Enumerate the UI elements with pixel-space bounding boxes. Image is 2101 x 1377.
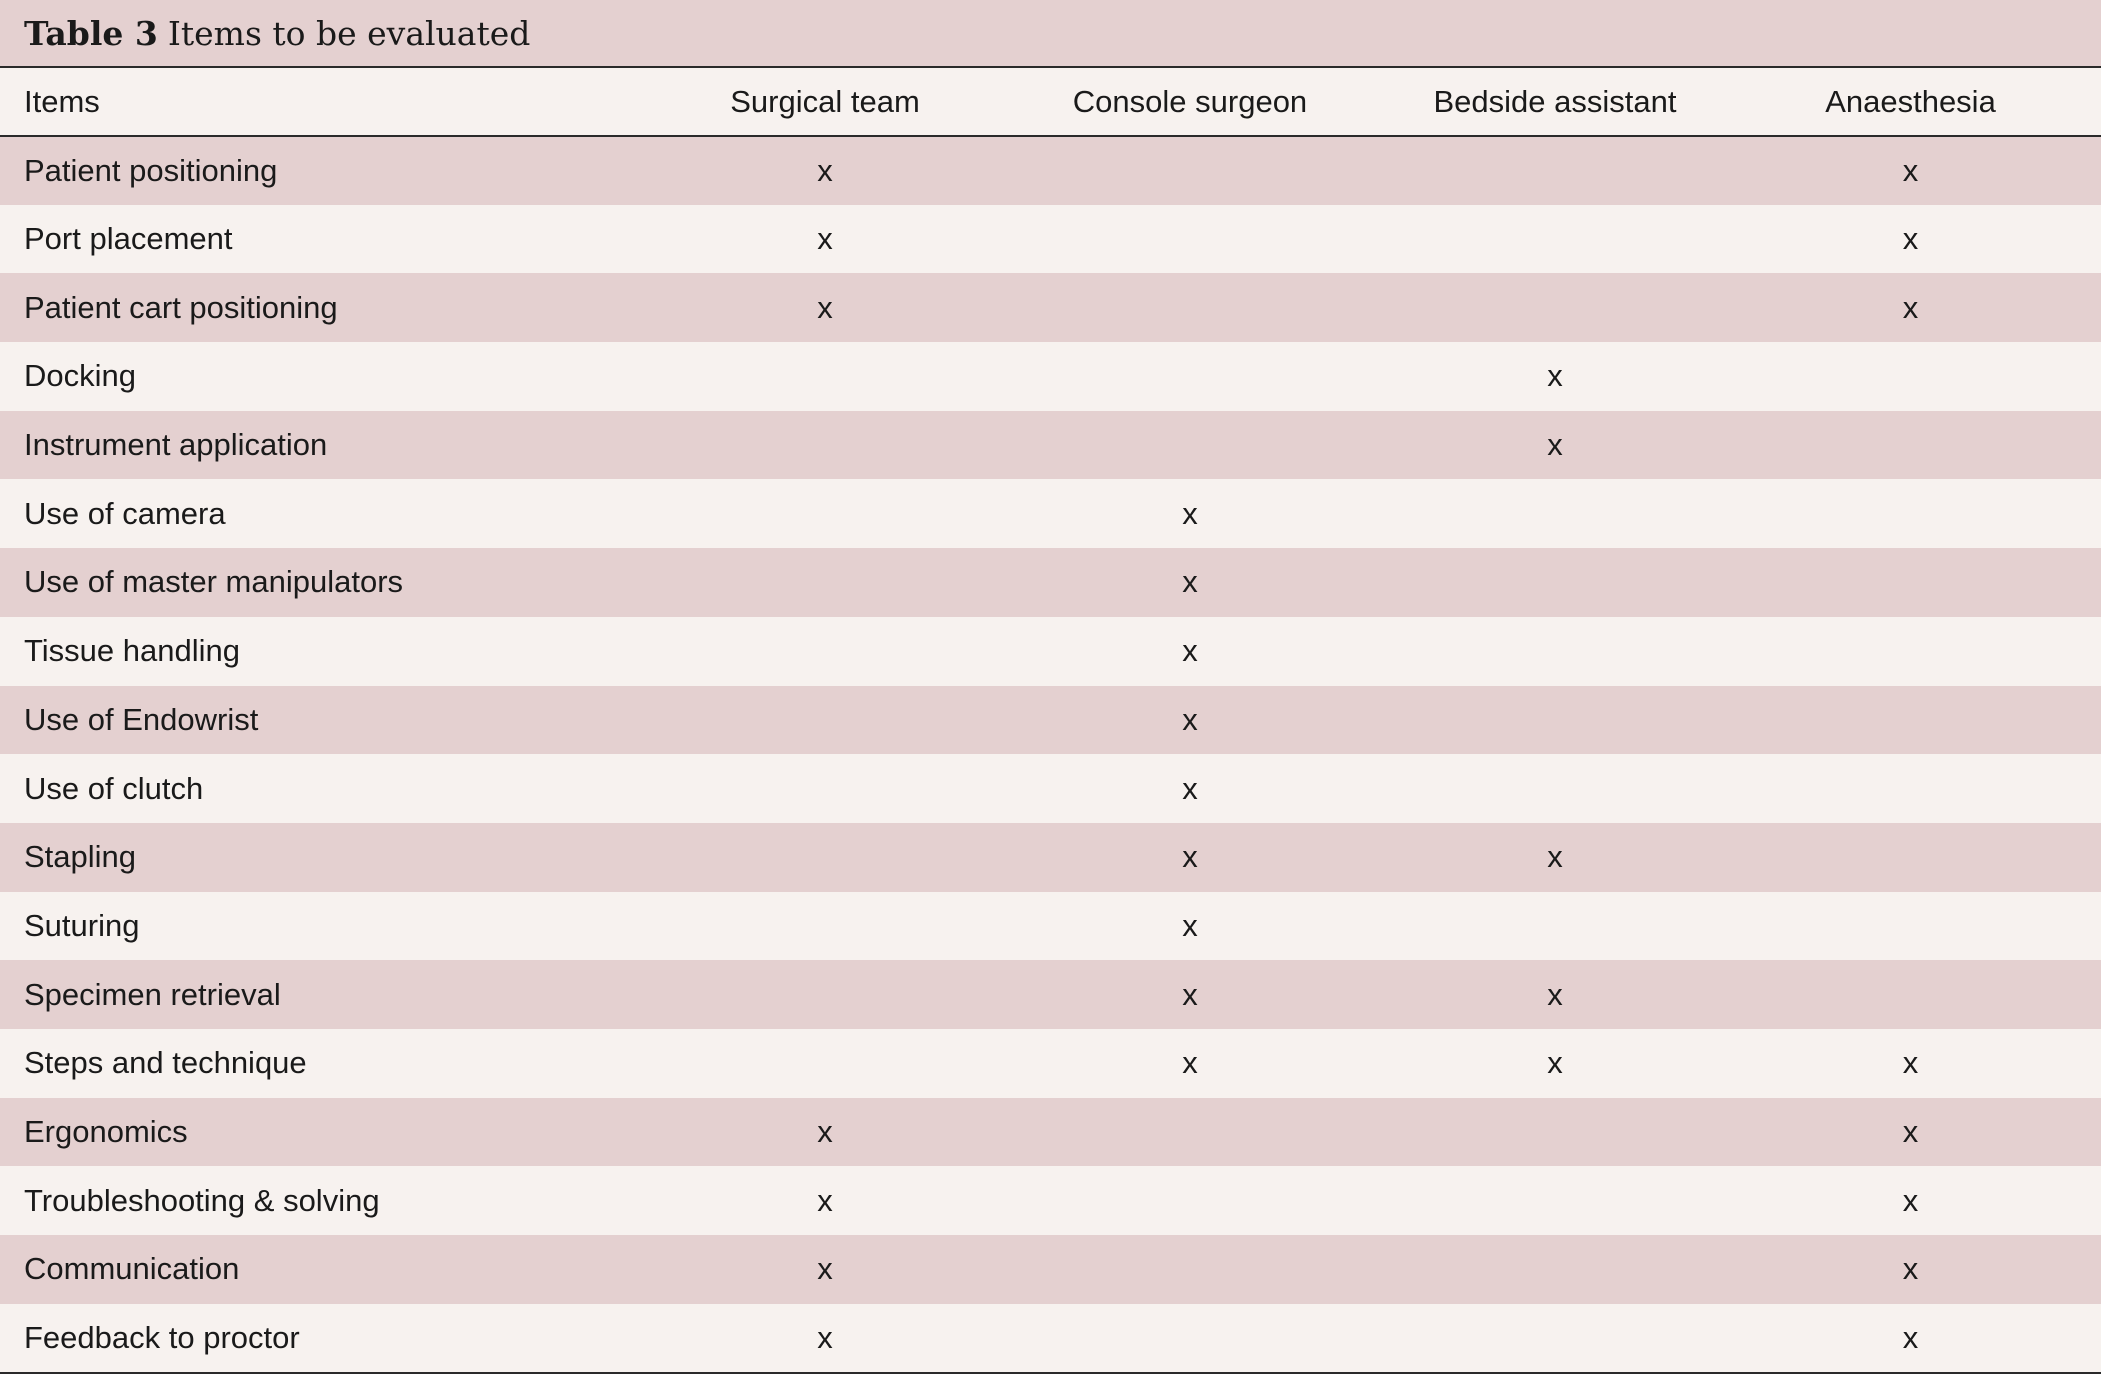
cell-surgical-team: x xyxy=(817,1251,833,1287)
table-caption-title: Items to be evaluated xyxy=(167,13,531,53)
row-item-label: Use of master manipulators xyxy=(24,564,404,600)
table-row xyxy=(0,1029,2101,1098)
cell-surgical-team: x xyxy=(817,289,833,325)
table-row xyxy=(0,136,2101,205)
table-header-row xyxy=(0,68,2101,136)
cell-bedside-assistant: x xyxy=(1547,839,1563,875)
cell-surgical-team xyxy=(660,823,990,892)
cell-anaesthesia: x xyxy=(1902,221,1919,257)
table-row xyxy=(0,273,2101,342)
cell-anaesthesia: x xyxy=(1902,1113,1919,1149)
cell-bedside-assistant xyxy=(1390,754,1720,823)
cell-console-surgeon: x xyxy=(1182,633,1198,669)
cell-bedside-assistant xyxy=(1390,1098,1720,1167)
row-item-label: Stapling xyxy=(24,839,137,875)
cell-bedside-assistant: x xyxy=(1547,427,1563,463)
row-item-label: Suturing xyxy=(24,907,140,943)
cell-anaesthesia xyxy=(1720,342,2101,411)
cell-console-surgeon: x xyxy=(1182,770,1198,806)
cell-anaesthesia: x xyxy=(1902,1320,1919,1356)
cell-surgical-team xyxy=(660,617,990,686)
cell-console-surgeon: x xyxy=(1182,495,1198,531)
cell-surgical-team: x xyxy=(817,221,833,257)
column-header-anaesthesia: Anaesthesia xyxy=(1825,83,1996,119)
cell-anaesthesia xyxy=(1720,892,2101,961)
cell-surgical-team: x xyxy=(817,1182,833,1218)
table-row xyxy=(0,411,2101,480)
cell-console-surgeon: x xyxy=(1182,564,1198,600)
cell-anaesthesia: x xyxy=(1902,1251,1919,1287)
cell-bedside-assistant xyxy=(1390,1304,1720,1373)
cell-console-surgeon: x xyxy=(1182,701,1198,737)
cell-surgical-team xyxy=(660,892,990,961)
column-header-console-surgeon: Console surgeon xyxy=(1072,83,1308,119)
cell-bedside-assistant xyxy=(1390,1235,1720,1304)
row-item-label: Troubleshooting & solving xyxy=(24,1182,380,1218)
cell-bedside-assistant: x xyxy=(1547,976,1563,1012)
table-bottom-rule xyxy=(0,1372,2101,1374)
cell-anaesthesia xyxy=(1720,960,2101,1029)
row-item-label: Use of camera xyxy=(24,495,226,531)
table-body xyxy=(0,136,2101,1372)
cell-surgical-team xyxy=(660,686,990,755)
cell-surgical-team: x xyxy=(817,152,833,188)
cell-bedside-assistant xyxy=(1390,205,1720,274)
cell-surgical-team: x xyxy=(817,1113,833,1149)
table-row xyxy=(0,205,2101,274)
row-item-label: Tissue handling xyxy=(24,633,240,669)
table-row xyxy=(0,823,2101,892)
cell-bedside-assistant xyxy=(1390,479,1720,548)
table-row xyxy=(0,1166,2101,1235)
row-item-label: Use of clutch xyxy=(24,770,204,806)
cell-console-surgeon: x xyxy=(1182,1045,1198,1081)
row-item-label: Communication xyxy=(24,1251,240,1287)
cell-bedside-assistant: x xyxy=(1547,1045,1563,1081)
table-row xyxy=(0,686,2101,755)
cell-anaesthesia xyxy=(1720,411,2101,480)
column-header-items: Items xyxy=(24,83,100,119)
cell-anaesthesia xyxy=(1720,754,2101,823)
column-header-bedside-assistant: Bedside assistant xyxy=(1433,83,1677,119)
cell-anaesthesia xyxy=(1720,548,2101,617)
cell-anaesthesia xyxy=(1720,479,2101,548)
row-item-label: Feedback to proctor xyxy=(24,1320,300,1356)
cell-console-surgeon: x xyxy=(1182,976,1198,1012)
table-caption-label: Table 3 xyxy=(24,13,158,53)
cell-anaesthesia: x xyxy=(1902,152,1919,188)
cell-console-surgeon xyxy=(990,411,1390,480)
table-row xyxy=(0,1098,2101,1167)
cell-bedside-assistant xyxy=(1390,548,1720,617)
cell-surgical-team xyxy=(660,411,990,480)
cell-bedside-assistant xyxy=(1390,892,1720,961)
table-row xyxy=(0,892,2101,961)
cell-bedside-assistant xyxy=(1390,617,1720,686)
cell-console-surgeon: x xyxy=(1182,907,1198,943)
cell-console-surgeon xyxy=(990,1098,1390,1167)
cell-surgical-team xyxy=(660,1029,990,1098)
cell-surgical-team xyxy=(660,342,990,411)
row-item-label: Docking xyxy=(24,358,136,394)
cell-console-surgeon xyxy=(990,273,1390,342)
row-item-label: Ergonomics xyxy=(24,1113,188,1149)
row-item-label: Steps and technique xyxy=(24,1045,307,1081)
cell-surgical-team xyxy=(660,960,990,1029)
cell-surgical-team: x xyxy=(817,1320,833,1356)
table-caption xyxy=(0,0,2101,68)
cell-anaesthesia xyxy=(1720,686,2101,755)
table-row xyxy=(0,960,2101,1029)
row-item-label: Instrument application xyxy=(24,427,328,463)
row-item-label: Use of Endowrist xyxy=(24,701,259,737)
cell-anaesthesia xyxy=(1720,617,2101,686)
table-row xyxy=(0,479,2101,548)
table-row xyxy=(0,548,2101,617)
cell-console-surgeon xyxy=(990,1166,1390,1235)
cell-anaesthesia: x xyxy=(1902,289,1919,325)
table-row xyxy=(0,342,2101,411)
table-row xyxy=(0,617,2101,686)
row-item-label: Patient positioning xyxy=(24,152,278,188)
cell-anaesthesia xyxy=(1720,823,2101,892)
cell-bedside-assistant: x xyxy=(1547,358,1563,394)
cell-anaesthesia: x xyxy=(1902,1182,1919,1218)
cell-anaesthesia: x xyxy=(1902,1045,1919,1081)
cell-console-surgeon xyxy=(990,1235,1390,1304)
table-row xyxy=(0,1235,2101,1304)
table-row xyxy=(0,1304,2101,1373)
cell-bedside-assistant xyxy=(1390,136,1720,205)
cell-console-surgeon xyxy=(990,342,1390,411)
cell-console-surgeon xyxy=(990,1304,1390,1373)
cell-bedside-assistant xyxy=(1390,1166,1720,1235)
cell-console-surgeon xyxy=(990,136,1390,205)
cell-bedside-assistant xyxy=(1390,273,1720,342)
table-row xyxy=(0,754,2101,823)
evaluation-table xyxy=(0,68,2101,1372)
cell-surgical-team xyxy=(660,754,990,823)
cell-bedside-assistant xyxy=(1390,686,1720,755)
cell-surgical-team xyxy=(660,548,990,617)
cell-surgical-team xyxy=(660,479,990,548)
row-item-label: Specimen retrieval xyxy=(24,976,281,1012)
row-item-label: Port placement xyxy=(24,221,233,257)
cell-console-surgeon: x xyxy=(1182,839,1198,875)
column-header-surgical-team: Surgical team xyxy=(730,83,920,119)
row-item-label: Patient cart positioning xyxy=(24,289,338,325)
cell-console-surgeon xyxy=(990,205,1390,274)
